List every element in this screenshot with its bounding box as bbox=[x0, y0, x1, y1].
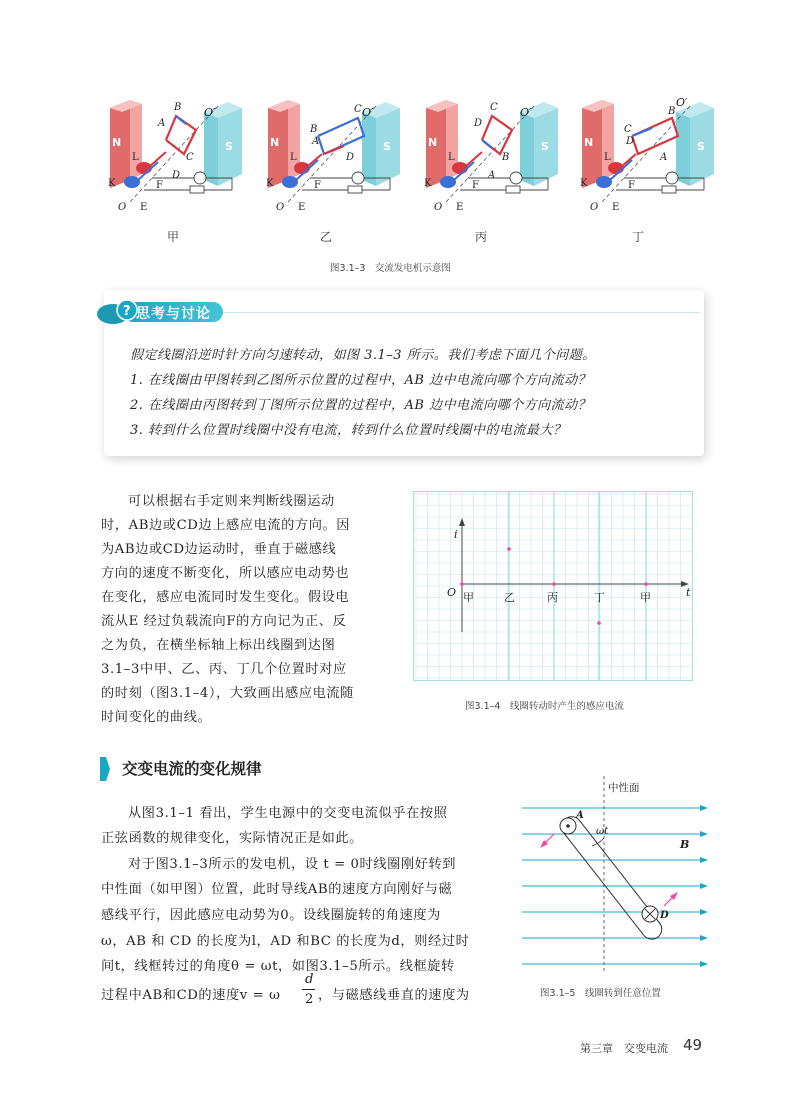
label-B: B bbox=[174, 102, 182, 113]
tick-yi: 乙 bbox=[504, 591, 515, 604]
current-grid-figure bbox=[413, 491, 693, 681]
label-A: A bbox=[158, 118, 166, 129]
generator-panel-3 bbox=[416, 96, 564, 218]
tick-jia-2: 甲 bbox=[640, 591, 651, 604]
origin-label: O bbox=[447, 586, 457, 599]
para2-line-1: 从图3.1–1 看出，学生电源中的交变电流似乎在按照 bbox=[128, 806, 448, 821]
label-B: B bbox=[310, 124, 318, 135]
field-arrowhead bbox=[700, 935, 708, 941]
label-S: S bbox=[697, 140, 705, 153]
field-arrowhead bbox=[700, 883, 708, 889]
para2-line-5: 感线平行，因此感应电动势为0。设线圈旋转的角速度为 bbox=[101, 908, 441, 923]
label-F: F bbox=[156, 180, 163, 191]
para2-line-3: 对于图3.1–3所示的发电机，设 t = 0时线圈刚好转到 bbox=[128, 857, 457, 872]
footer-chapter: 第三章 交变电流 bbox=[580, 1042, 668, 1055]
field-arrowhead bbox=[700, 805, 708, 811]
label-N: N bbox=[428, 136, 438, 149]
label-O-prime: O′ bbox=[362, 106, 374, 119]
label-F: F bbox=[628, 180, 635, 191]
rotating-coil-figure bbox=[520, 776, 710, 976]
axis-i-label: i bbox=[454, 528, 458, 541]
panel-caption-2: 乙 bbox=[319, 230, 332, 244]
para2-line-8-end: ，与磁感线垂直的速度为 bbox=[318, 988, 470, 1003]
para1-line-9: 的时刻（图3.1–4），大致画出感应电流随 bbox=[101, 686, 354, 701]
label-E: E bbox=[456, 202, 464, 213]
label-N: N bbox=[112, 136, 122, 149]
para1-line-6: 流从E 经过负载流向F的方向记为正、反 bbox=[101, 614, 347, 629]
axis-t-label: t bbox=[686, 586, 691, 599]
label-D: D bbox=[626, 136, 635, 147]
figure-caption-3-1-5: 图3.1–5 线圈转到任意位置 bbox=[540, 988, 661, 999]
label-N: N bbox=[584, 136, 594, 149]
label-O: O bbox=[434, 202, 443, 213]
think-intro: 假定线圈沿逆时针方向匀速转动，如图 3.1–3 所示。我们考虑下面几个问题。 bbox=[130, 348, 596, 363]
panel-caption-3: 丙 bbox=[474, 230, 487, 244]
label-E: E bbox=[612, 202, 620, 213]
label-K: K bbox=[580, 178, 588, 189]
generator-panel-2 bbox=[258, 96, 406, 218]
fraction-numerator: d bbox=[305, 972, 315, 987]
panel-caption-1: 甲 bbox=[166, 230, 179, 244]
label-A: A bbox=[488, 170, 496, 181]
figure-caption-3-1-3: 图3.1–3 交流发电机示意图 bbox=[330, 263, 451, 274]
label-L: L bbox=[448, 152, 455, 163]
point-D-label: D bbox=[660, 910, 669, 921]
label-O: O bbox=[276, 202, 285, 213]
fraction-denominator: 2 bbox=[305, 992, 314, 1007]
point-bing bbox=[552, 582, 556, 586]
label-O-prime: O′ bbox=[676, 96, 688, 109]
para2-line-8-start: 过程中AB和CD的速度v = ω bbox=[101, 988, 281, 1003]
label-N: N bbox=[270, 136, 280, 149]
para1-line-10: 时间变化的曲线。 bbox=[101, 710, 212, 725]
label-D: D bbox=[346, 152, 355, 163]
para1-line-1: 可以根据右手定则来判断线圈运动 bbox=[128, 494, 335, 509]
label-K: K bbox=[108, 178, 116, 189]
field-arrowhead bbox=[700, 857, 708, 863]
label-B: B bbox=[502, 152, 510, 163]
label-O-prime: O′ bbox=[204, 106, 216, 119]
fraction-bar bbox=[302, 989, 315, 990]
label-D: D bbox=[172, 170, 181, 181]
label-F: F bbox=[314, 180, 321, 191]
figure-caption-3-1-4: 图3.1–4 线圈转动时产生的感应电流 bbox=[465, 701, 624, 712]
svg-text:?: ? bbox=[123, 304, 131, 319]
para1-line-2: 时，AB边或CD边上感应电流的方向。因 bbox=[101, 518, 351, 533]
page-number: 49 bbox=[683, 1036, 703, 1054]
para1-line-8: 3.1–3中甲、乙、丙、丁几个位置时对应 bbox=[101, 662, 347, 677]
think-question-3: 3. 转到什么位置时线圈中没有电流，转到什么位置时线圈中的电流最大？ bbox=[130, 423, 567, 438]
think-question-2: 2. 在线圈由丙图转到丁图所示位置的过程中，AB 边中电流向哪个方向流动？ bbox=[130, 398, 592, 413]
label-O-prime: O′ bbox=[520, 106, 532, 119]
para1-line-5: 在变化，感应电流同时发生变化。假设电 bbox=[101, 590, 350, 605]
point-A-label: A bbox=[576, 810, 584, 821]
label-S: S bbox=[225, 140, 233, 153]
label-E: E bbox=[298, 202, 306, 213]
label-K: K bbox=[266, 178, 274, 189]
label-F: F bbox=[472, 180, 479, 191]
para1-line-3: 为AB边或CD边运动时，垂直于磁感线 bbox=[101, 542, 337, 557]
generator-panel-1 bbox=[100, 96, 248, 218]
omega-t-label: ωt bbox=[596, 826, 609, 837]
label-C: C bbox=[186, 152, 194, 163]
label-E: E bbox=[140, 202, 148, 213]
para1-line-4: 方向的速度不断变化，所以感应电动势也 bbox=[101, 566, 350, 581]
label-S: S bbox=[541, 140, 549, 153]
point-yi bbox=[507, 547, 511, 551]
think-discuss-title: 思考与讨论 bbox=[136, 306, 211, 322]
label-D: D bbox=[474, 118, 483, 129]
para2-line-6: ω，AB 和 CD 的长度为l，AD 和BC 的长度为d，则经过时 bbox=[101, 934, 470, 949]
label-O: O bbox=[590, 202, 599, 213]
point-jia-start bbox=[460, 582, 464, 586]
label-B: B bbox=[668, 106, 676, 117]
label-O: O bbox=[118, 202, 127, 213]
field-arrowhead bbox=[700, 909, 708, 915]
label-C: C bbox=[354, 104, 362, 115]
panel-caption-4: 丁 bbox=[631, 230, 644, 244]
field-arrowhead bbox=[700, 961, 708, 967]
tick-ding: 丁 bbox=[594, 591, 605, 604]
para2-line-4: 中性面（如甲图）位置，此时导线AB的速度方向刚好与磁 bbox=[101, 882, 453, 897]
point-ding bbox=[597, 621, 601, 625]
label-C: C bbox=[490, 102, 498, 113]
generator-panel-4 bbox=[572, 96, 720, 218]
field-arrowhead bbox=[700, 831, 708, 837]
tick-bing: 丙 bbox=[547, 591, 558, 604]
label-A: A bbox=[660, 152, 668, 163]
point-jia-end bbox=[644, 582, 648, 586]
para1-line-7: 之为负，在横坐标轴上标出线圈到达图 bbox=[101, 638, 336, 653]
label-A: A bbox=[312, 136, 320, 147]
think-question-1: 1. 在线圈由甲图转到乙图所示位置的过程中，AB 边中电流向哪个方向流动？ bbox=[130, 373, 592, 388]
para2-line-7: 间t，线框转过的角度θ = ωt，如图3.1–5所示。线框旋转 bbox=[101, 959, 455, 974]
tick-jia-1: 甲 bbox=[463, 591, 474, 604]
label-C: C bbox=[624, 124, 632, 135]
para2-line-2: 正弦函数的规律变化，实际情况正是如此。 bbox=[101, 831, 363, 846]
section-title: 交变电流的变化规律 bbox=[122, 760, 262, 778]
label-S: S bbox=[383, 140, 391, 153]
label-K: K bbox=[424, 178, 432, 189]
neutral-plane-label: 中性面 bbox=[608, 782, 640, 794]
label-L: L bbox=[290, 152, 297, 163]
field-B-label: B bbox=[680, 838, 690, 851]
label-L: L bbox=[604, 152, 611, 163]
section-marker bbox=[100, 757, 110, 781]
label-L: L bbox=[132, 152, 139, 163]
